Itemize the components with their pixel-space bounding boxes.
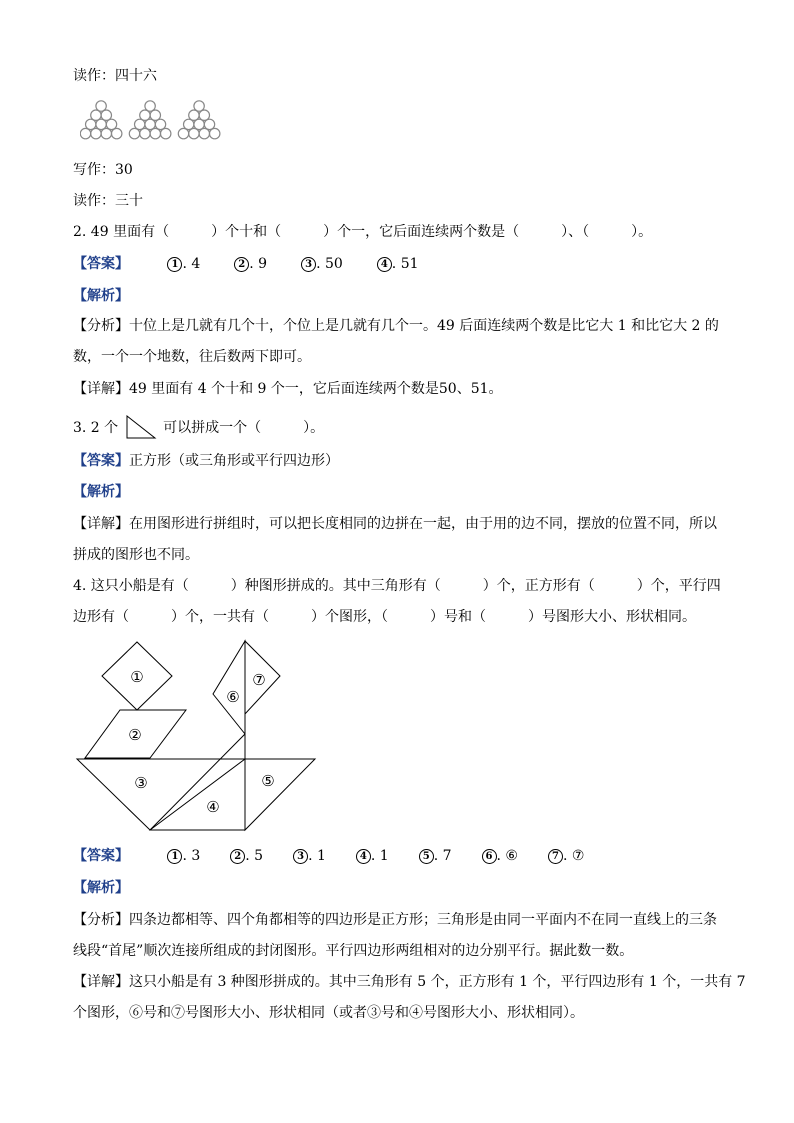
detail-tag: 【详解】	[73, 381, 129, 397]
write-line-2: 写作：30	[73, 162, 133, 178]
q2-answer-list	[133, 256, 418, 272]
question-3	[73, 414, 324, 440]
label-1: ①	[130, 668, 144, 686]
answer-value: . 5	[245, 848, 264, 864]
pyramid-circle	[150, 128, 160, 138]
answer-item	[167, 256, 200, 272]
answer-item	[234, 256, 267, 272]
answer-value: . 7	[433, 848, 452, 864]
q3-detail-line-2: 拼成的图形也不同。	[73, 547, 199, 563]
q4-detail-line-2: 个图形，⑥号和⑦号图形大小、形状相同（或者③号和④号图形大小、形状相同）。	[73, 1005, 584, 1021]
pyramid-circle	[112, 128, 122, 138]
shape-5-triangle	[245, 759, 315, 830]
answer-item	[230, 848, 263, 864]
label-7: ⑦	[252, 671, 266, 689]
q2-analysis-line-2: 数，一个一个地数，往后数两下即可。	[73, 349, 311, 365]
q2-answer-row	[73, 254, 419, 274]
pyramid-circle	[80, 128, 90, 138]
shape-4-triangle	[150, 734, 245, 830]
right-triangle-icon	[125, 414, 157, 440]
label-6: ⑥	[226, 688, 240, 706]
answer-tag: 【答案】	[73, 848, 129, 864]
answer-number-badge: 5	[419, 849, 434, 864]
answer-item	[377, 256, 419, 272]
pyramid-circle	[178, 128, 188, 138]
q3-suffix: 可以拼成一个（ ）。	[163, 420, 325, 436]
pyramid-circle	[140, 128, 150, 138]
answer-item	[167, 848, 200, 864]
q3-explain-tag	[73, 482, 129, 502]
pyramid-circle	[199, 128, 209, 138]
detail-text: 49 里面有 4 个十和 9 个一，它后面连续两个数是50、51。	[129, 381, 503, 397]
explain-tag: 【解析】	[73, 880, 129, 896]
answer-value: . 3	[182, 848, 201, 864]
answer-value: . 9	[249, 256, 268, 272]
answer-number-badge: 6	[482, 849, 497, 864]
detail-tag: 【详解】	[73, 974, 129, 990]
label-5: ⑤	[261, 772, 275, 790]
explain-tag: 【解析】	[73, 484, 129, 500]
answer-item	[301, 256, 343, 272]
answer-value: . ⑥	[496, 848, 518, 864]
answer-item	[293, 848, 326, 864]
q3-answer-row	[73, 451, 339, 471]
answer-tag: 【答案】	[73, 256, 129, 272]
q2-detail-line	[73, 379, 503, 399]
read-line-1: 读作：四十六	[73, 68, 157, 84]
read-line-2: 读作：三十	[73, 193, 143, 209]
answer-number-badge: 4	[356, 849, 371, 864]
answer-item	[419, 848, 452, 864]
answer-value: . ⑦	[562, 848, 585, 864]
detail-text: 在用图形进行拼组时，可以把长度相同的边拼在一起，由于用的边不同，摆放的位置不同，所以	[129, 516, 717, 532]
answer-item	[482, 848, 518, 864]
pyramid-circle	[129, 128, 139, 138]
answer-value: . 4	[182, 256, 201, 272]
pyramid-circle	[161, 128, 171, 138]
answer-number-badge: 2	[234, 257, 249, 272]
analysis-text: 十位上是几就有几个十，个位上是几就有几个一。49 后面连续两个数是比它大 1 和比它大 2 的	[129, 318, 719, 334]
analysis-tag: 【分析】	[73, 912, 129, 928]
answer-value: . 50	[316, 256, 343, 272]
question-4-line-2: 边形有（ ）个，一共有（ ）个图形，（ ）号和（ ）号图形大小、形状相同。	[73, 609, 696, 625]
answer-number-badge: 2	[230, 849, 245, 864]
q4-analysis-line-2: 线段“首尾”顺次连接所组成的封闭图形。平行四边形两组相对的边分别平行。据此数一数。	[73, 943, 634, 959]
pyramid-circle	[101, 128, 111, 138]
pyramid-circle	[210, 128, 220, 138]
q4-answer-list	[133, 848, 584, 864]
label-3: ③	[134, 774, 148, 792]
circle-pyramids-figure	[80, 100, 230, 144]
answer-item	[548, 848, 584, 864]
answer-value: . 51	[391, 256, 419, 272]
answer-number-badge: 1	[167, 849, 182, 864]
answer-item	[356, 848, 389, 864]
pyramid-circle	[91, 128, 101, 138]
q3-prefix: 3. 2 个	[73, 420, 119, 436]
detail-tag: 【详解】	[73, 516, 129, 532]
question-4-line-1: 4. 这只小船是有（ ）种图形拼成的。其中三角形有（ ）个，正方形有（ ）个，平行四	[73, 578, 721, 594]
answer-tag: 【答案】	[73, 453, 129, 469]
q4-explain-tag	[73, 878, 129, 898]
tangram-boat-figure	[70, 636, 330, 836]
answer-number-badge: 7	[548, 849, 563, 864]
explain-tag: 【解析】	[73, 288, 129, 304]
q4-detail-line-1	[73, 972, 746, 992]
answer-number-badge: 4	[377, 257, 392, 272]
detail-text: 这只小船是有 3 种图形拼成的。其中三角形有 5 个，正方形有 1 个，平行四边形有 1 个，一共有 7	[129, 974, 746, 990]
answer-number-badge: 3	[293, 849, 308, 864]
answer-number-badge: 1	[167, 257, 182, 272]
q3-answer-text: 正方形（或三角形或平行四边形）	[129, 453, 339, 469]
answer-number-badge: 3	[301, 257, 316, 272]
answer-value: . 1	[370, 848, 389, 864]
label-4: ④	[206, 798, 220, 816]
q4-analysis-line-1	[73, 910, 717, 930]
answer-value: . 1	[308, 848, 326, 864]
pyramid-circle	[189, 128, 199, 138]
q2-analysis-line-1	[73, 316, 719, 336]
analysis-text: 四条边都相等、四个角都相等的四边形是正方形；三角形是由同一平面内不在同一直线上的三条	[129, 912, 717, 928]
question-2: 2. 49 里面有（ ）个十和（ ）个一，它后面连续两个数是（ ）、（ ）。	[73, 224, 653, 240]
q2-explain-tag	[73, 286, 129, 306]
analysis-tag: 【分析】	[73, 318, 129, 334]
label-2: ②	[128, 726, 142, 744]
q4-answer-row	[73, 846, 584, 866]
q3-detail-line-1	[73, 514, 717, 534]
